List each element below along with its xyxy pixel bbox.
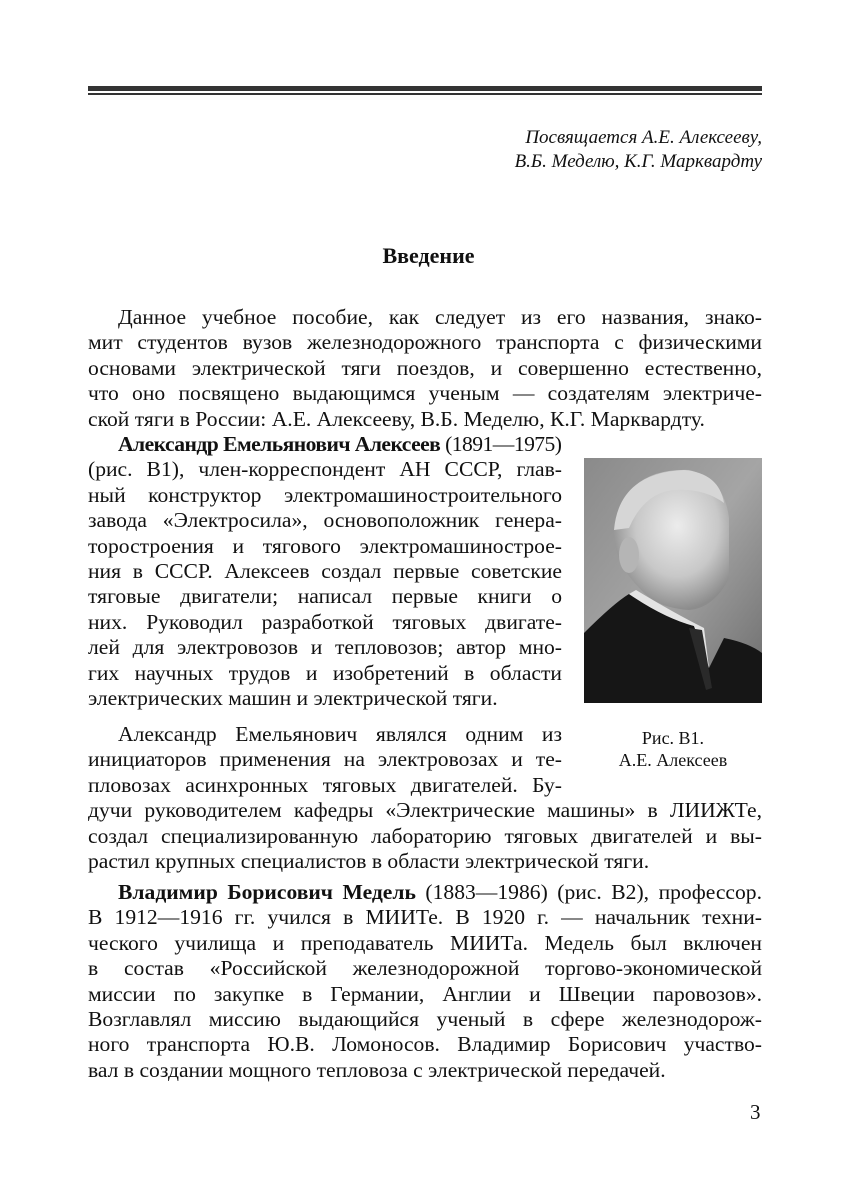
text-line-content: завода «Электросила», основоположник генера- <box>88 508 562 533</box>
text-line-content: электрических машин и электрической тяги. <box>88 685 498 710</box>
bold-name: Владимир Борисович Медель <box>118 880 416 904</box>
text-line-content: Возглавлял миссию выдающийся ученый в сфере железнодорож- <box>88 1006 762 1031</box>
text-line <box>88 905 762 930</box>
text-line-content: Владимир Борисович Медель (1883—1986) (рис. В2), профессор. <box>118 880 762 904</box>
text-line <box>118 880 762 905</box>
section-title: Введение <box>382 243 475 268</box>
text-line <box>88 457 562 482</box>
text-line <box>88 381 762 406</box>
text-line <box>88 1032 762 1057</box>
text-line-content: Александр Емельянович являлся одним из <box>118 722 562 746</box>
text-line-content: ный конструктор электромашиностроительного <box>88 482 562 507</box>
text-line <box>88 661 562 686</box>
text-line-content: гих научных трудов и изобретений в области <box>88 660 562 685</box>
text-line-content: что оно посвящено выдающимся ученым — создателям электриче- <box>88 381 762 406</box>
text-line-content: мит студентов вузов железнодорожного транспорта с физическими <box>88 330 762 355</box>
text-line-content: Александр Емельянович Алексеев (1891—1975) <box>118 432 562 456</box>
text-line <box>88 773 562 798</box>
text-line <box>88 747 562 772</box>
text-line <box>118 432 562 457</box>
dedication-line: Посвящается А.Е. Алексееву, <box>525 127 762 148</box>
text-line <box>88 559 562 584</box>
text-line <box>88 407 762 432</box>
text-line <box>88 849 762 874</box>
text-line <box>88 330 762 355</box>
text-line-content: ческого училища и преподаватель МИИТа. Медель был включен <box>88 930 762 955</box>
text-line-content: вал в создании мощного тепловоза с электрической передачей. <box>88 1057 666 1082</box>
paragraph-medel <box>88 880 762 1083</box>
text-line-content: В 1912—1916 гг. учился в МИИТе. В 1920 г. — начальник техни- <box>88 905 762 930</box>
text-line <box>88 982 762 1007</box>
text-line-content: ской тяги в России: А.Е. Алексееву, В.Б. Меделю, К.Г. Марквардту. <box>88 406 705 431</box>
text-line <box>88 824 762 849</box>
text-line <box>118 722 562 747</box>
dedication-line: В.Б. Меделю, К.Г. Марквардту <box>514 151 762 172</box>
text-line-content: ного транспорта Ю.В. Ломоносов. Владимир Борисович участво- <box>88 1032 762 1057</box>
text-line <box>88 635 562 660</box>
text-line-content: создал специализированную лабораторию тяговых двигателей и вы- <box>88 823 762 848</box>
text-line-content: пловозах асинхронных тяговых двигателей. Бу- <box>88 772 562 797</box>
figure-caption-name: А.Е. Алексеев <box>618 750 728 770</box>
text-line-content: торостроения и тягового электромашинострое- <box>88 533 562 558</box>
paragraph-alekseev <box>88 432 562 711</box>
text-line <box>88 686 562 711</box>
paragraph-intro <box>88 305 762 432</box>
text-line <box>88 610 562 635</box>
text-line-content: дучи руководителем кафедры «Электрические машины» в ЛИИЖТе, <box>88 798 762 823</box>
text-line-content: (рис. В1), член-корреспондент АН СССР, глав- <box>88 457 562 482</box>
dedication <box>515 126 762 174</box>
text-line-content: них. Руководил разработкой тяговых двигате- <box>88 609 562 634</box>
text-line <box>88 483 562 508</box>
text-line-content: миссии по закупке в Германии, Англии и Швеции паровозов». <box>88 981 762 1006</box>
text-line <box>88 356 762 381</box>
text-line-content: инициаторов применения на электровозах и те- <box>88 747 562 772</box>
page-number: 3 <box>750 1100 761 1124</box>
text-line-content: в состав «Российской железнодорожной торгово-экономической <box>88 956 762 981</box>
text-line <box>88 584 562 609</box>
header-rule-thin <box>88 93 762 95</box>
text-line <box>88 508 562 533</box>
text-line <box>88 798 762 823</box>
text-line-content: растил крупных специалистов в области электрической тяги. <box>88 848 650 873</box>
text-line <box>88 1058 762 1083</box>
text-line <box>118 305 762 330</box>
text-line-content: ния в СССР. Алексеев создал первые советские <box>88 558 562 583</box>
text-line-content: основами электрической тяги поездов, и совершенно естественно, <box>88 355 762 380</box>
figure-caption <box>582 727 764 771</box>
text-line <box>88 931 762 956</box>
text-line <box>88 956 762 981</box>
text-line-content: Данное учебное пособие, как следует из его названия, знако- <box>118 305 762 329</box>
text-line <box>88 534 562 559</box>
bold-name: Александр Емельянович Алексеев <box>118 432 441 456</box>
text-line-content: лей для электровозов и тепловозов; автор мно- <box>88 635 562 660</box>
header-rule-thick <box>88 86 762 91</box>
portrait-photo <box>584 458 762 703</box>
text-line <box>88 1007 762 1032</box>
figure-caption-number: Рис. В1. <box>641 728 705 748</box>
text-line-content: тяговые двигатели; написал первые книги о <box>88 584 562 609</box>
